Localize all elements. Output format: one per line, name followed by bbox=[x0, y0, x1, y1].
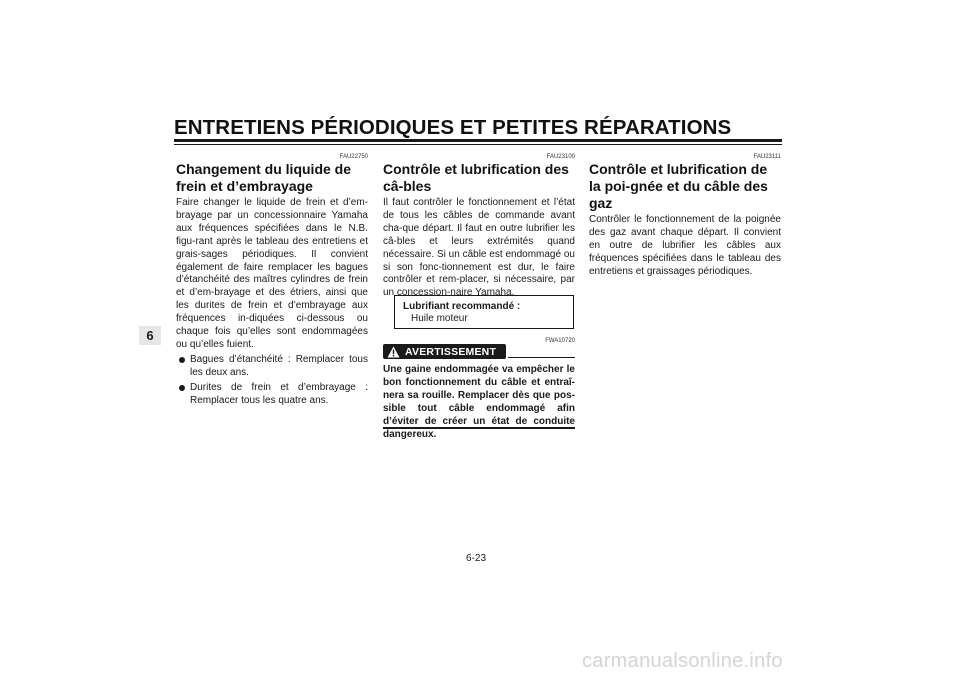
warning-label: AVERTISSEMENT bbox=[405, 345, 497, 358]
section-body: Contrôler le fonctionnement de la poignée des gaz avant chaque départ. Il convient en outre de lubrifier les câbles aux fréquences spécifiées dans le tableau des entretiens et graissages périodiques. bbox=[589, 214, 781, 277]
recommended-lubricant-box bbox=[394, 295, 574, 329]
section-body: Il faut contrôler le fonctionnement et l’état de tous les câbles de commande avant cha-que départ. Il faut en outre lubrifier les câ-bles et leurs extrémités quand nécessaire. Si un câble est endommagé ou si son fonc-tionnement est dur, le faire contrôler et rem-placer, si nécessaire, par un concession-naire Yamaha. bbox=[383, 197, 575, 299]
bullet-item: Bagues d’étanchéité : Remplacer tous les deux ans. bbox=[176, 354, 368, 380]
section-heading: Changement du liquide de frein et d’embrayage bbox=[176, 161, 352, 194]
section-code: FAU23100 bbox=[546, 154, 575, 160]
warning-triangle-icon bbox=[387, 346, 400, 358]
section-heading: Contrôle et lubrification de la poi-gnée et du câble des gaz bbox=[589, 161, 768, 211]
section-heading: Contrôle et lubrification des câ-bles bbox=[383, 161, 569, 194]
warning-rule bbox=[508, 357, 575, 358]
header-rule-thin bbox=[174, 144, 782, 145]
watermark: carmanualsonline.info bbox=[582, 650, 783, 672]
bullet-dot-icon bbox=[179, 385, 185, 391]
warning-bottom-rule bbox=[383, 427, 575, 429]
column-cables bbox=[383, 153, 575, 300]
warning-badge bbox=[383, 344, 506, 359]
lubricant-value: Huile moteur bbox=[411, 313, 468, 324]
section-code: FAU22750 bbox=[339, 154, 368, 160]
column-throttle bbox=[589, 153, 781, 279]
lubricant-label: Lubrifiant recommandé : bbox=[403, 301, 521, 312]
section-code: FAU23111 bbox=[753, 154, 781, 160]
warning-text: Une gaine endommagée va empêcher le bon fonctionnement du câble et entraî-nera sa rouille. Remplacer dès que pos-sible tout câble endommagé afin d’éviter de créer un état de conduite dangereux. bbox=[383, 364, 575, 440]
bullet-item: Durites de frein et d’embrayage : Remplacer tous les quatre ans. bbox=[176, 382, 368, 408]
column-brake-fluid bbox=[176, 153, 368, 410]
warning-code: FWA10720 bbox=[545, 338, 575, 344]
bullet-list bbox=[176, 354, 368, 408]
page-title: ENTRETIENS PÉRIODIQUES ET PETITES RÉPARATIONS bbox=[174, 116, 732, 139]
bullet-dot-icon bbox=[179, 357, 185, 363]
header-rule bbox=[174, 139, 782, 142]
chapter-tab: 6 bbox=[139, 326, 161, 345]
section-body: Faire changer le liquide de frein et d’em-brayage par un concessionnaire Yamaha aux fréquences spécifiées dans le N.B. figu-rant après le tableau des entretiens et grais-sages périodiques. Il convient également de faire remplacer les bagues d’étanchéité des maîtres cylindres de frein et d’em-brayage et des étriers, ainsi que les durites de frein et d’embrayage aux fréquences in-diquées ci-dessous ou chaque fois qu’elles sont endommagées ou qu’elles fuient. bbox=[176, 197, 368, 350]
page-number: 6-23 bbox=[466, 553, 487, 564]
